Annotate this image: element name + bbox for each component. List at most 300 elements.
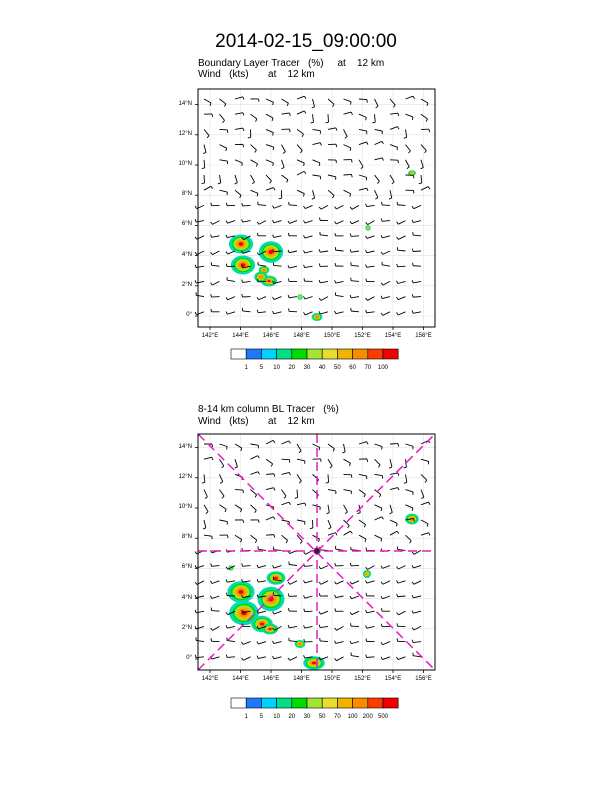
wind-barb — [305, 566, 313, 567]
wind-barb-flag — [412, 117, 413, 120]
wind-barb-flag — [336, 128, 337, 131]
wind-barb-flag — [389, 467, 392, 468]
wind-barb — [351, 656, 359, 657]
wind-barb-flag — [412, 294, 413, 297]
wind-barb-flag — [412, 552, 414, 554]
wind-barb-flag — [223, 120, 225, 122]
wind-barb — [266, 175, 271, 181]
wind-barb-flag — [226, 297, 228, 299]
wind-barb-flag — [272, 206, 274, 209]
wind-barb — [235, 459, 237, 467]
wind-barb — [414, 626, 421, 630]
wind-barb — [351, 311, 359, 312]
wind-barb-flag — [333, 195, 335, 198]
wind-barb — [421, 520, 428, 524]
wind-barb-flag — [378, 465, 380, 467]
wind-barb — [344, 99, 352, 102]
wind-barb — [398, 611, 405, 615]
wind-barb — [390, 113, 398, 114]
wind-barb-flag — [413, 96, 415, 99]
wind-barb — [375, 99, 379, 106]
colorbar-swatch — [353, 698, 368, 708]
wind-barb-flag — [241, 642, 243, 645]
wind-barb — [344, 490, 352, 491]
wind-barb-flag — [398, 444, 399, 447]
wind-barb — [382, 297, 390, 299]
wind-barb — [235, 113, 243, 115]
wind-barb — [274, 221, 282, 223]
y-tick-label: 0° — [186, 655, 192, 661]
wind-barb-flag — [289, 502, 290, 505]
wind-barb-flag — [243, 520, 244, 523]
wind-barb — [259, 297, 266, 300]
wind-barb — [235, 190, 241, 195]
wind-barb — [297, 459, 305, 461]
wind-barb — [220, 505, 227, 509]
wind-barb — [390, 145, 398, 148]
wind-barb — [367, 657, 375, 658]
colorbar-swatch — [261, 349, 276, 359]
wind-barb — [220, 190, 228, 192]
wind-barb-flag — [381, 283, 383, 285]
wind-barb — [212, 566, 220, 567]
wind-barb — [305, 205, 312, 208]
wind-barb-flag — [412, 310, 413, 313]
colorbar-label: 100 — [347, 714, 358, 720]
wind-barb-flag — [288, 221, 290, 224]
wind-barb-flag — [304, 312, 306, 315]
wind-barb-flag — [381, 218, 382, 221]
wind-barb-flag — [312, 107, 315, 108]
wind-barb-flag — [367, 142, 368, 145]
wind-barb-flag — [408, 151, 410, 153]
y-tick-label: 2°N — [181, 624, 192, 631]
wind-barb — [390, 505, 392, 513]
colorbar-label: 10 — [273, 714, 280, 720]
wind-barb-flag — [257, 641, 258, 644]
wind-barb-flag — [195, 280, 196, 283]
y-tick-label: 14°N — [178, 443, 192, 450]
wind-barb-flag — [242, 203, 243, 206]
wind-barb — [266, 99, 273, 102]
wind-barb-flag — [350, 612, 352, 614]
wind-barb — [320, 626, 328, 627]
wind-barb — [413, 281, 421, 283]
wind-barb — [313, 114, 314, 122]
wind-barb-flag — [195, 610, 196, 613]
wind-barb-flag — [257, 656, 258, 659]
wind-barb-flag — [289, 441, 291, 444]
wind-barb — [336, 642, 344, 644]
wind-barb — [328, 444, 334, 449]
x-tick-label: 142°E — [201, 676, 219, 682]
tracer-contour — [410, 172, 414, 175]
wind-barb-flag — [273, 297, 275, 300]
panel2-title-line1: 8-14 km column BL Tracer (%) — [198, 404, 339, 415]
wind-barb — [382, 265, 390, 266]
wind-barb-flag — [303, 194, 304, 197]
wind-barb — [297, 520, 305, 522]
wind-barb — [204, 490, 207, 497]
wind-barb — [274, 236, 282, 238]
wind-barb-flag — [284, 496, 286, 498]
wind-barb-flag — [333, 449, 334, 452]
tracer-contour — [241, 263, 246, 267]
tracer-contour — [239, 242, 244, 246]
wind-barb-flag — [426, 119, 427, 122]
wind-barb — [337, 626, 344, 630]
wind-barb — [289, 297, 297, 298]
wind-barb — [413, 566, 421, 568]
colorbar-swatch — [353, 349, 368, 359]
wind-barb-flag — [258, 99, 259, 102]
wind-barb — [220, 129, 228, 130]
wind-barb-flag — [257, 579, 258, 582]
wind-barb-flag — [226, 203, 227, 206]
wind-barb — [282, 175, 288, 180]
wind-barb-flag — [243, 144, 244, 147]
tracer-contour — [298, 295, 301, 298]
wind-barb — [282, 502, 290, 505]
wind-barb — [204, 520, 206, 528]
wind-barb-flag — [397, 222, 399, 224]
wind-barb-flag — [412, 595, 413, 598]
wind-barb-flag — [393, 105, 395, 107]
wind-barb — [336, 295, 344, 296]
wind-barb-flag — [288, 233, 289, 236]
wind-barb — [320, 312, 328, 314]
y-tick-label: 10°N — [178, 504, 192, 510]
wind-barb — [227, 280, 235, 281]
wind-barb — [367, 312, 375, 313]
wind-barb-flag — [335, 233, 336, 236]
wind-barb — [258, 205, 266, 206]
wind-barb-flag — [382, 517, 384, 520]
colorbar-label: 500 — [377, 714, 388, 720]
wind-barb — [320, 641, 328, 642]
colorbar-label: 5 — [259, 714, 264, 720]
wind-barb-flag — [257, 253, 259, 255]
wind-barb — [328, 459, 332, 466]
wind-barb-flag — [195, 252, 197, 254]
wind-barb-flag — [350, 249, 351, 252]
wind-barb-flag — [303, 296, 304, 299]
wind-barb — [212, 281, 219, 285]
wind-barb-flag — [396, 580, 397, 583]
wind-barb-flag — [336, 533, 337, 536]
wind-barb-flag — [311, 122, 314, 123]
wind-barb-flag — [288, 594, 289, 597]
wind-barb — [390, 190, 392, 198]
wind-barb — [305, 581, 313, 583]
wind-barb-flag — [335, 221, 337, 223]
wind-barb — [258, 265, 266, 266]
wind-barb — [413, 235, 421, 236]
colorbar-label: 100 — [377, 365, 388, 371]
wind-barb — [359, 129, 367, 131]
colorbar-label: 40 — [318, 365, 326, 371]
y-tick-label: 12°N — [178, 473, 192, 480]
wind-barb-flag — [299, 451, 301, 453]
tracer-contour — [262, 269, 266, 272]
wind-barb-flag — [379, 495, 380, 498]
wind-barb-flag — [243, 128, 244, 131]
wind-barb-flag — [211, 563, 212, 566]
wind-barb — [228, 251, 235, 254]
wind-barb — [352, 611, 359, 614]
wind-barb-flag — [365, 539, 366, 542]
wind-barb-flag — [381, 252, 383, 254]
colorbar-swatch — [231, 698, 246, 708]
wind-barb-flag — [366, 222, 368, 224]
wind-barb-flag — [412, 249, 413, 252]
wind-barb — [251, 114, 257, 119]
wind-barb — [352, 581, 359, 584]
wind-barb-flag — [389, 198, 392, 199]
tracer-contour — [312, 662, 316, 665]
wind-barb — [383, 281, 390, 285]
wind-barb — [243, 311, 251, 312]
wind-barb-flag — [366, 204, 367, 207]
wind-barb-flag — [350, 194, 351, 197]
wind-barb-flag — [366, 298, 368, 300]
wind-barb — [290, 221, 297, 224]
wind-barb-flag — [195, 219, 196, 222]
wind-barb — [305, 251, 313, 253]
wind-barb-flag — [302, 134, 303, 137]
wind-barb — [383, 312, 390, 316]
wind-barb-flag — [225, 509, 226, 512]
wind-barb — [313, 160, 320, 163]
wind-barb — [351, 265, 359, 266]
wind-barb-flag — [274, 188, 275, 191]
wind-barb — [305, 626, 313, 628]
wind-barb — [266, 488, 274, 490]
wind-barb — [266, 474, 274, 475]
wind-barb-flag — [375, 197, 377, 199]
wind-barb — [289, 641, 297, 642]
wind-barb-flag — [242, 563, 243, 566]
wind-barb — [413, 221, 421, 223]
wind-barb-flag — [211, 283, 213, 285]
tracer-contour — [315, 316, 319, 319]
wind-barb — [406, 145, 411, 151]
wind-barb — [344, 145, 351, 148]
wind-barb-flag — [345, 137, 347, 139]
x-tick-label: 152°E — [354, 676, 371, 682]
wind-barb — [313, 190, 315, 198]
wind-barb-flag — [202, 168, 205, 169]
wind-barb — [282, 490, 287, 497]
wind-barb — [297, 171, 304, 175]
wind-barb-flag — [345, 512, 347, 514]
wind-barb — [367, 581, 375, 583]
x-tick-label: 142°E — [201, 333, 219, 339]
wind-barb-flag — [203, 152, 206, 153]
wind-barb-flag — [272, 565, 273, 568]
wind-barb-flag — [288, 582, 290, 584]
wind-barb-flag — [304, 655, 305, 658]
x-tick-label: 150°E — [323, 333, 341, 339]
wind-barb — [406, 505, 413, 508]
wind-barb — [204, 535, 212, 536]
wind-barb-flag — [258, 456, 260, 458]
wind-barb-flag — [366, 625, 367, 628]
wind-barb — [196, 596, 204, 598]
wind-barb-flag — [243, 97, 244, 100]
wind-barb — [328, 190, 334, 195]
wind-barb-flag — [412, 206, 414, 208]
wind-barb — [390, 531, 397, 535]
wind-barb — [204, 145, 206, 153]
wind-barb-flag — [282, 167, 285, 168]
wind-barb — [235, 97, 243, 99]
wind-barb — [398, 596, 406, 597]
wind-barb-flag — [286, 540, 288, 543]
wind-barb-flag — [256, 164, 257, 167]
wind-barb — [297, 490, 298, 498]
wind-barb — [390, 459, 392, 467]
wind-barb-flag — [397, 281, 398, 284]
wind-barb — [368, 566, 375, 570]
wind-barb-flag — [381, 582, 383, 584]
colorbar-swatch — [277, 349, 292, 359]
wind-barb — [352, 221, 359, 224]
x-tick-label: 146°E — [262, 333, 280, 339]
wind-barb — [359, 188, 367, 190]
wind-barb — [406, 96, 413, 99]
wind-barb-flag — [289, 472, 290, 475]
wind-barb-flag — [366, 264, 367, 267]
wind-barb-flag — [404, 482, 407, 483]
wind-barb-flag — [350, 463, 351, 466]
wind-barb-flag — [195, 265, 196, 268]
wind-barb — [227, 221, 235, 224]
wind-barb — [321, 581, 328, 585]
wind-barb — [367, 251, 375, 253]
wind-barb-flag — [226, 567, 228, 569]
wind-barb — [382, 221, 390, 222]
wind-barb — [406, 444, 414, 446]
wind-barb — [390, 99, 395, 105]
wind-barb-flag — [287, 180, 288, 183]
wind-barb — [204, 457, 212, 459]
x-tick-label: 148°E — [293, 333, 310, 339]
wind-barb — [390, 520, 397, 523]
wind-barb-flag — [427, 524, 428, 527]
wind-barb-flag — [224, 104, 225, 107]
wind-barb-flag — [367, 442, 368, 445]
wind-barb-flag — [272, 611, 274, 614]
wind-barb-flag — [326, 482, 329, 483]
wind-barb-flag — [410, 541, 412, 543]
wind-barb — [375, 459, 381, 465]
tracer-contour — [268, 280, 271, 282]
wind-barb-flag — [226, 221, 227, 224]
wind-barb-flag — [203, 528, 206, 529]
wind-barb — [235, 175, 237, 183]
wind-barb — [258, 312, 266, 313]
colorbar-swatch — [246, 698, 261, 708]
colorbar-swatch — [322, 698, 337, 708]
y-tick-label: 14°N — [178, 100, 192, 107]
wind-barb — [390, 473, 398, 475]
wind-barb-flag — [428, 187, 430, 189]
wind-barb-flag — [376, 106, 378, 108]
wind-barb — [414, 581, 421, 584]
wind-barb — [258, 611, 266, 613]
wind-barb — [235, 160, 242, 163]
wind-barb — [196, 281, 204, 283]
wind-barb-flag — [295, 498, 298, 499]
colorbar-swatch — [307, 349, 322, 359]
wind-barb — [227, 626, 235, 628]
wind-barb-flag — [319, 163, 320, 166]
colorbar-swatch — [292, 349, 307, 359]
wind-barb-flag — [365, 580, 366, 583]
wind-barb-flag — [319, 249, 320, 252]
wind-barb — [212, 297, 220, 298]
wind-barb — [227, 657, 235, 658]
wind-barb — [359, 99, 367, 100]
wind-barb-flag — [350, 531, 352, 533]
wind-barb-flag — [364, 494, 365, 497]
wind-barb — [352, 205, 359, 209]
wind-barb — [406, 114, 414, 117]
wind-barb — [266, 517, 273, 520]
wind-barb — [313, 175, 321, 176]
wind-barb-flag — [397, 312, 399, 315]
colorbar-swatch — [368, 698, 383, 708]
colorbar-swatch — [231, 349, 246, 359]
wind-barb-flag — [366, 250, 367, 253]
wind-barb — [282, 520, 290, 522]
wind-barb-flag — [310, 528, 313, 529]
colorbar-label: 20 — [288, 365, 296, 371]
wind-barb — [251, 456, 258, 460]
wind-barb — [413, 596, 421, 598]
wind-barb-flag — [304, 235, 305, 238]
wind-barb-flag — [222, 466, 224, 468]
wind-barb-flag — [257, 565, 258, 568]
wind-barb — [328, 99, 334, 104]
wind-barb — [305, 297, 313, 299]
wind-barb — [289, 251, 297, 253]
wind-barb — [297, 160, 304, 163]
wind-barb-flag — [304, 206, 306, 209]
wind-barb — [196, 221, 204, 222]
wind-barb — [212, 236, 220, 238]
tracer-contour — [298, 643, 302, 646]
wind-barb-flag — [390, 512, 393, 513]
wind-barb — [382, 566, 390, 569]
wind-barb — [375, 474, 383, 475]
wind-barb — [328, 474, 329, 482]
colorbar-swatch — [368, 349, 383, 359]
y-tick-label: 0° — [186, 312, 192, 318]
wind-barb-flag — [283, 152, 285, 154]
wind-barb — [320, 281, 328, 282]
wind-barb-flag — [350, 582, 352, 584]
colorbar-swatch — [383, 349, 398, 359]
wind-barb — [328, 520, 331, 527]
wind-barb-flag — [412, 220, 413, 223]
wind-barb — [398, 236, 405, 240]
wind-barb-flag — [257, 193, 258, 196]
tracer-contour — [260, 623, 264, 626]
wind-barb-flag — [312, 198, 315, 199]
wind-barb — [398, 581, 406, 583]
